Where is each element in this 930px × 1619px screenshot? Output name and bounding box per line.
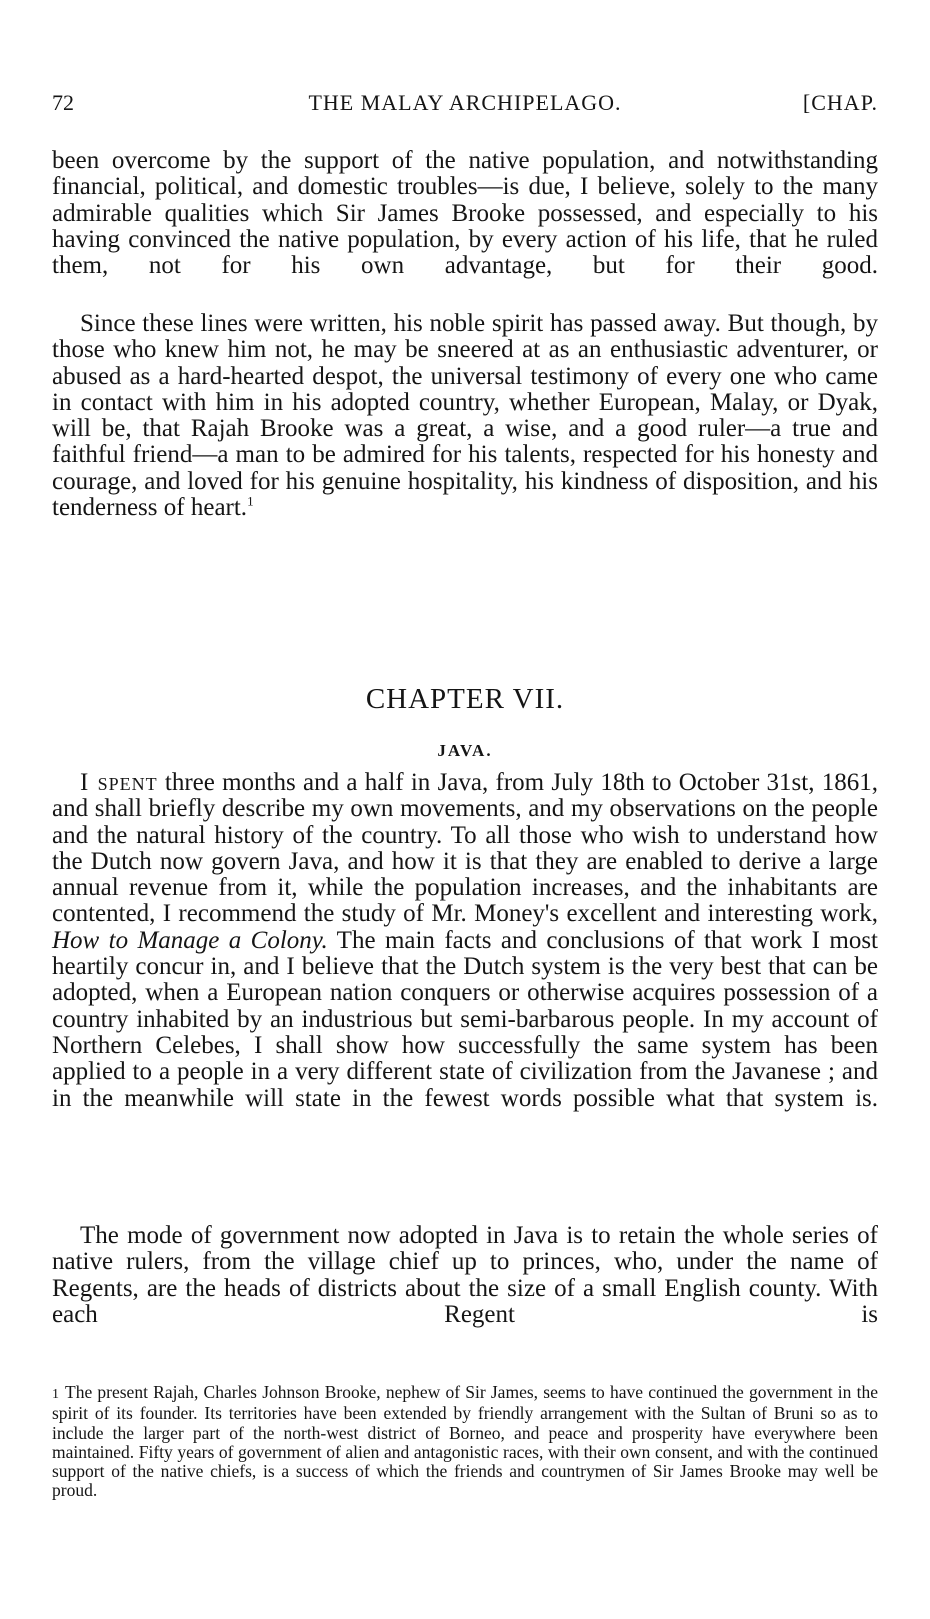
running-header — [52, 88, 878, 118]
chapter-label: [CHAP. — [802, 90, 878, 115]
chapter-paragraph-2: The mode of government now adopted in Java is to retain the whole series of native rulers, from the village chief up to princes, who, under the name of Regents, are the heads of districts about the size of a small English county. With each Regent is — [52, 1222, 878, 1328]
chapter-heading: CHAPTER VII. — [365, 683, 565, 715]
book-title: How to Manage a Colony. — [52, 926, 328, 954]
prev-chapter-paragraph-1: been overcome by the support of the native population, and notwithstanding financial, political, and domestic troubles—is due, I believe, solely to the many admirable qualities which Sir James Brooke possessed, and especially to his having convinced the native population, by every action of his life, that he ruled them, not for his own advantage, but for their good. — [52, 147, 878, 280]
footnote — [52, 1383, 878, 1501]
chapter-subtitle: JAVA. — [437, 741, 493, 760]
footnote-marker: 1 — [52, 1387, 59, 1402]
footnote-reference[interactable]: 1 — [247, 493, 254, 509]
page-number: 72 — [52, 90, 74, 115]
prev-chapter-paragraph-2: Since these lines were written, his noble spirit has passed away. But though, by those who knew him not, he may be sneered at as an enthusiastic adventurer, or abused as a hard-hearted despot, the universal testimony of every one who came in contact with him in his adopted country, whether European, Malay, or Dyak, will be, that Rajah Brooke was a great, a wise, and a good ruler—a true and faithful friend—a man to be admired for his talents, respected for his honesty and courage, and loved for his genuine hospitality, his kindness of disposition, and his tenderness of heart.$^1$ — [52, 310, 878, 522]
footnote-text: The present Rajah, Charles Johnson Brooke, nephew of Sir James, seems to have continued the government in the spirit of its founder. Its territories have been extended by friendly arrangement with the Sultan of Bruni so as to include the larger part of the north-west district of Borneo, and peace and prosperity have everywhere been maintained. Fifty years of government of alien and antagonistic races, with their own consent, and with the continued support of the native chiefs, is a success of which the friends and countrymen of Sir James Brooke may well be proud. — [52, 1382, 878, 1501]
running-title: THE MALAY ARCHIPELAGO. — [308, 90, 622, 115]
opening-words: I spent — [80, 769, 158, 796]
chapter-paragraph-1: I spent three months and a half in Java, from July 18th to October 31st, 1861, and shall briefly describe my own movements, and my observations on the people and the natural history of the country. To all those who wish to understand how the Dutch now govern Java, and how it is that they are enabled to derive a large annual revenue from it, while the population increases, and the inhabitants are contented, I recommend the study of Mr. Money's excellent and interesting work, How to Manage a Colony. The main facts and conclusions of that work I most heartily concur in, and I believe that the Dutch system is the very best that can be adopted, when a European nation conquers or otherwise acquires possession of a country inhabited by an industrious but semi-barbarous people. In my account of Northern Celebes, I shall show how successfully the same system has been applied to a people in a very different state of civilization from the Javanese ; and in the meanwhile will state in the fewest words possible what that system is. — [52, 769, 879, 1112]
